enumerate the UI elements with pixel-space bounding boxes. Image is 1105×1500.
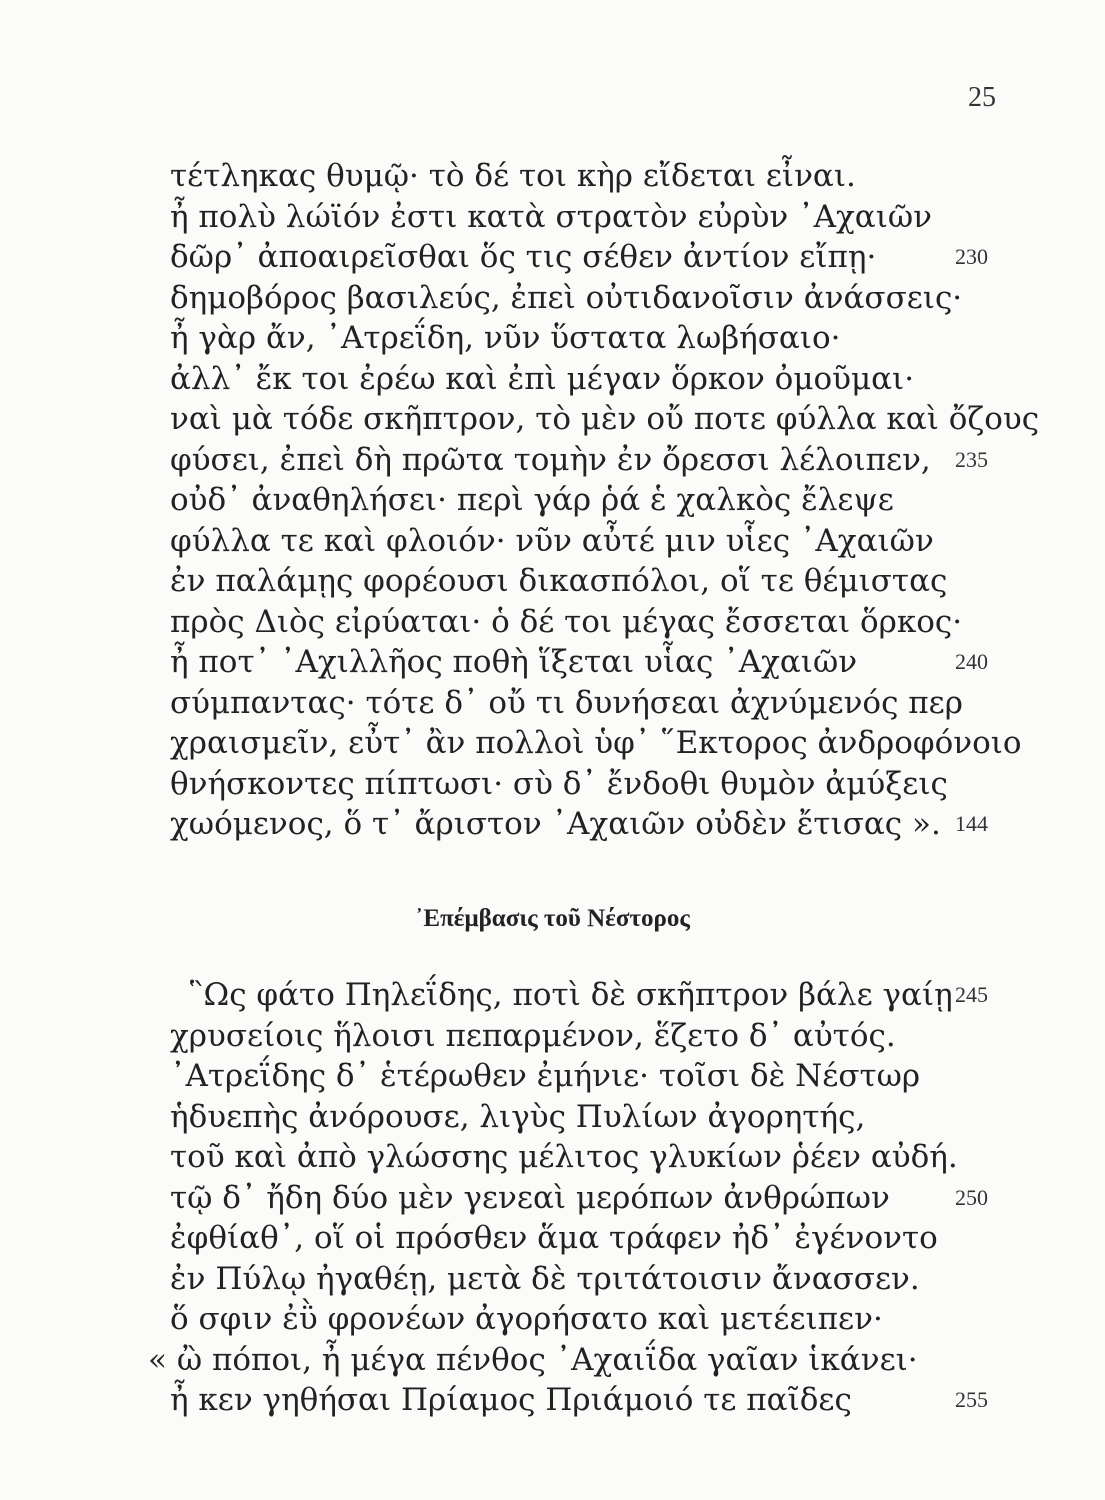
verse-text: ἦ πολὺ λώϊόν ἐστι κατὰ στρατὸν εὐρὺν ᾿Αχαιῶν: [170, 198, 932, 235]
verse-line: [170, 480, 930, 521]
verse-line: [170, 521, 934, 562]
verse-line: [170, 399, 1040, 440]
verse-line: [170, 278, 963, 319]
verse-line: [170, 561, 948, 602]
line-number: 240: [955, 649, 988, 674]
verse-text: πρὸς Διὸς εἰρύαται· ὁ δέ τοι μέγας ἔσσεται ὅρκος·: [170, 603, 963, 640]
verse-text: ἐν Πύλῳ ἠγαθέῃ, μετὰ δὲ τριτάτοισιν ἄνασσεν.: [170, 1260, 920, 1297]
line-number: 230: [955, 244, 988, 269]
verse-text: δῶρ᾿ ἀποαιρεῖσθαι ὅς τις σέθεν ἀντίον εἴπῃ·: [170, 239, 877, 275]
verse-line: [170, 1259, 930, 1300]
verse-text: οὐδ᾿ ἀναθηλήσει· περὶ γάρ ῥά ἑ χαλκὸς ἔλεψε: [170, 482, 894, 518]
verse-text: ἦ γὰρ ἄν, ᾿Ατρεΐδη, νῦν ὕστατα λωβήσαιο·: [170, 320, 841, 356]
verse-block-2: [148, 975, 988, 1421]
verse-line: [170, 683, 963, 724]
verse-line: [170, 237, 988, 278]
verse-text: ᾿Ατρεΐδης δ᾿ ἑτέρωθεν ἐμήνιε· τοῖσι δὲ Νέστωρ: [170, 1058, 921, 1094]
verse-line: [170, 804, 988, 845]
verse-line: [170, 359, 930, 400]
line-number: 235: [955, 446, 988, 472]
verse-text: ὅ σφιν ἐῢ φρονέων ἀγορήσατο καὶ μετέειπεν·: [170, 1301, 883, 1337]
verse-text: ναὶ μὰ τόδε σκῆπτρον, τὸ μὲν οὔ ποτε φύλλα καὶ ὄζους: [170, 401, 1040, 437]
line-number: 144: [955, 811, 988, 836]
verse-line: [170, 197, 930, 238]
verse-text: ἀλλ᾿ ἔκ τοι ἐρέω καὶ ἐπὶ μέγαν ὅρκον ὀμοῦμαι·: [170, 360, 915, 397]
verse-line: [170, 1097, 930, 1138]
verse-text: χρυσείοις ἥλοισι πεπαρμένον, ἕζετο δ᾿ αὐτός.: [170, 1017, 896, 1054]
verse-text: « ὢ πόποι, ἦ μέγα πένθος ᾿Αχαιΐδα γαῖαν ἱκάνει·: [148, 1341, 918, 1378]
verse-line: [170, 1218, 938, 1259]
verse-text: τῷ δ᾿ ἤδη δύο μὲν γενεαὶ μερόπων ἀνθρώπων: [170, 1179, 890, 1216]
verse-line: [170, 1299, 930, 1340]
verse-line: [170, 975, 988, 1016]
verse-text: τέτληκας θυμῷ· τὸ δέ τοι κὴρ εἴδεται εἶναι.: [170, 158, 856, 194]
verse-text: χωόμενος, ὅ τ᾿ ἄριστον ᾿Αχαιῶν οὐδὲν ἔτισας ».: [170, 806, 941, 842]
verse-text: ἦ κεν γηθήσαι Πρίαμος Πριάμοιό τε παῖδες: [170, 1382, 852, 1418]
verse-text: ἐφθίαθ᾿, οἵ οἱ πρόσθεν ἅμα τράφεν ἠδ᾿ ἐγένοντο: [170, 1220, 938, 1256]
line-number: 250: [955, 1184, 988, 1210]
verse-text: τοῦ καὶ ἀπὸ γλώσσης μέλιτος γλυκίων ῥέεν αὐδή.: [170, 1139, 958, 1175]
verse-line: [170, 156, 930, 197]
verse-line: [170, 1016, 930, 1057]
verse-text: ἦ ποτ᾿ ᾿Αχιλλῆος ποθὴ ἵξεται υἷας ᾿Αχαιῶν: [170, 644, 858, 680]
verse-line: [170, 318, 930, 359]
verse-line: [148, 1340, 930, 1381]
verse-text: ἐν παλάμῃς φορέουσι δικασπόλοι, οἵ τε θέμιστας: [170, 563, 948, 599]
verse-block-1: [170, 156, 1040, 845]
verse-text: σύμπαντας· τότε δ᾿ οὔ τι δυνήσεαι ἀχνύμενός περ: [170, 684, 963, 721]
verse-line: [170, 440, 988, 481]
verse-line: [170, 1380, 988, 1421]
verse-line: [170, 1178, 988, 1219]
section-heading: ᾿Επέμβασις τοῦ Νέστορος: [415, 905, 690, 932]
verse-text: ἡδυεπὴς ἀνόρουσε, λιγὺς Πυλίων ἀγορητής,: [170, 1098, 866, 1135]
page-number: 25: [968, 82, 996, 113]
verse-text: δημοβόρος βασιλεύς, ἐπεὶ οὐτιδανοῖσιν ἀνάσσεις·: [170, 279, 963, 316]
verse-text: ῝Ως φάτο Πηλεΐδης, ποτὶ δὲ σκῆπτρον βάλε γαίῃ: [188, 977, 953, 1013]
verse-line: [170, 642, 988, 683]
verse-line: [170, 764, 948, 805]
verse-text: θνήσκοντες πίπτωσι· σὺ δ᾿ ἔνδοθι θυμὸν ἀμύξεις: [170, 765, 948, 802]
verse-line: [170, 602, 963, 643]
verse-text: φύλλα τε καὶ φλοιόν· νῦν αὖτέ μιν υἷες ᾿Αχαιῶν: [170, 522, 934, 559]
line-number: 255: [955, 1387, 988, 1412]
verse-text: χραισμεῖν, εὖτ᾿ ἂν πολλοὶ ὑφ᾿ ῞Εκτορος ἀνδροφόνοιο: [170, 725, 1022, 761]
verse-line: [170, 1056, 930, 1097]
verse-line: [170, 723, 1022, 764]
line-number: 245: [955, 982, 988, 1007]
verse-line: [170, 1137, 958, 1178]
verse-text: φύσει, ἐπεὶ δὴ πρῶτα τομὴν ἐν ὄρεσσι λέλοιπεν,: [170, 441, 931, 478]
